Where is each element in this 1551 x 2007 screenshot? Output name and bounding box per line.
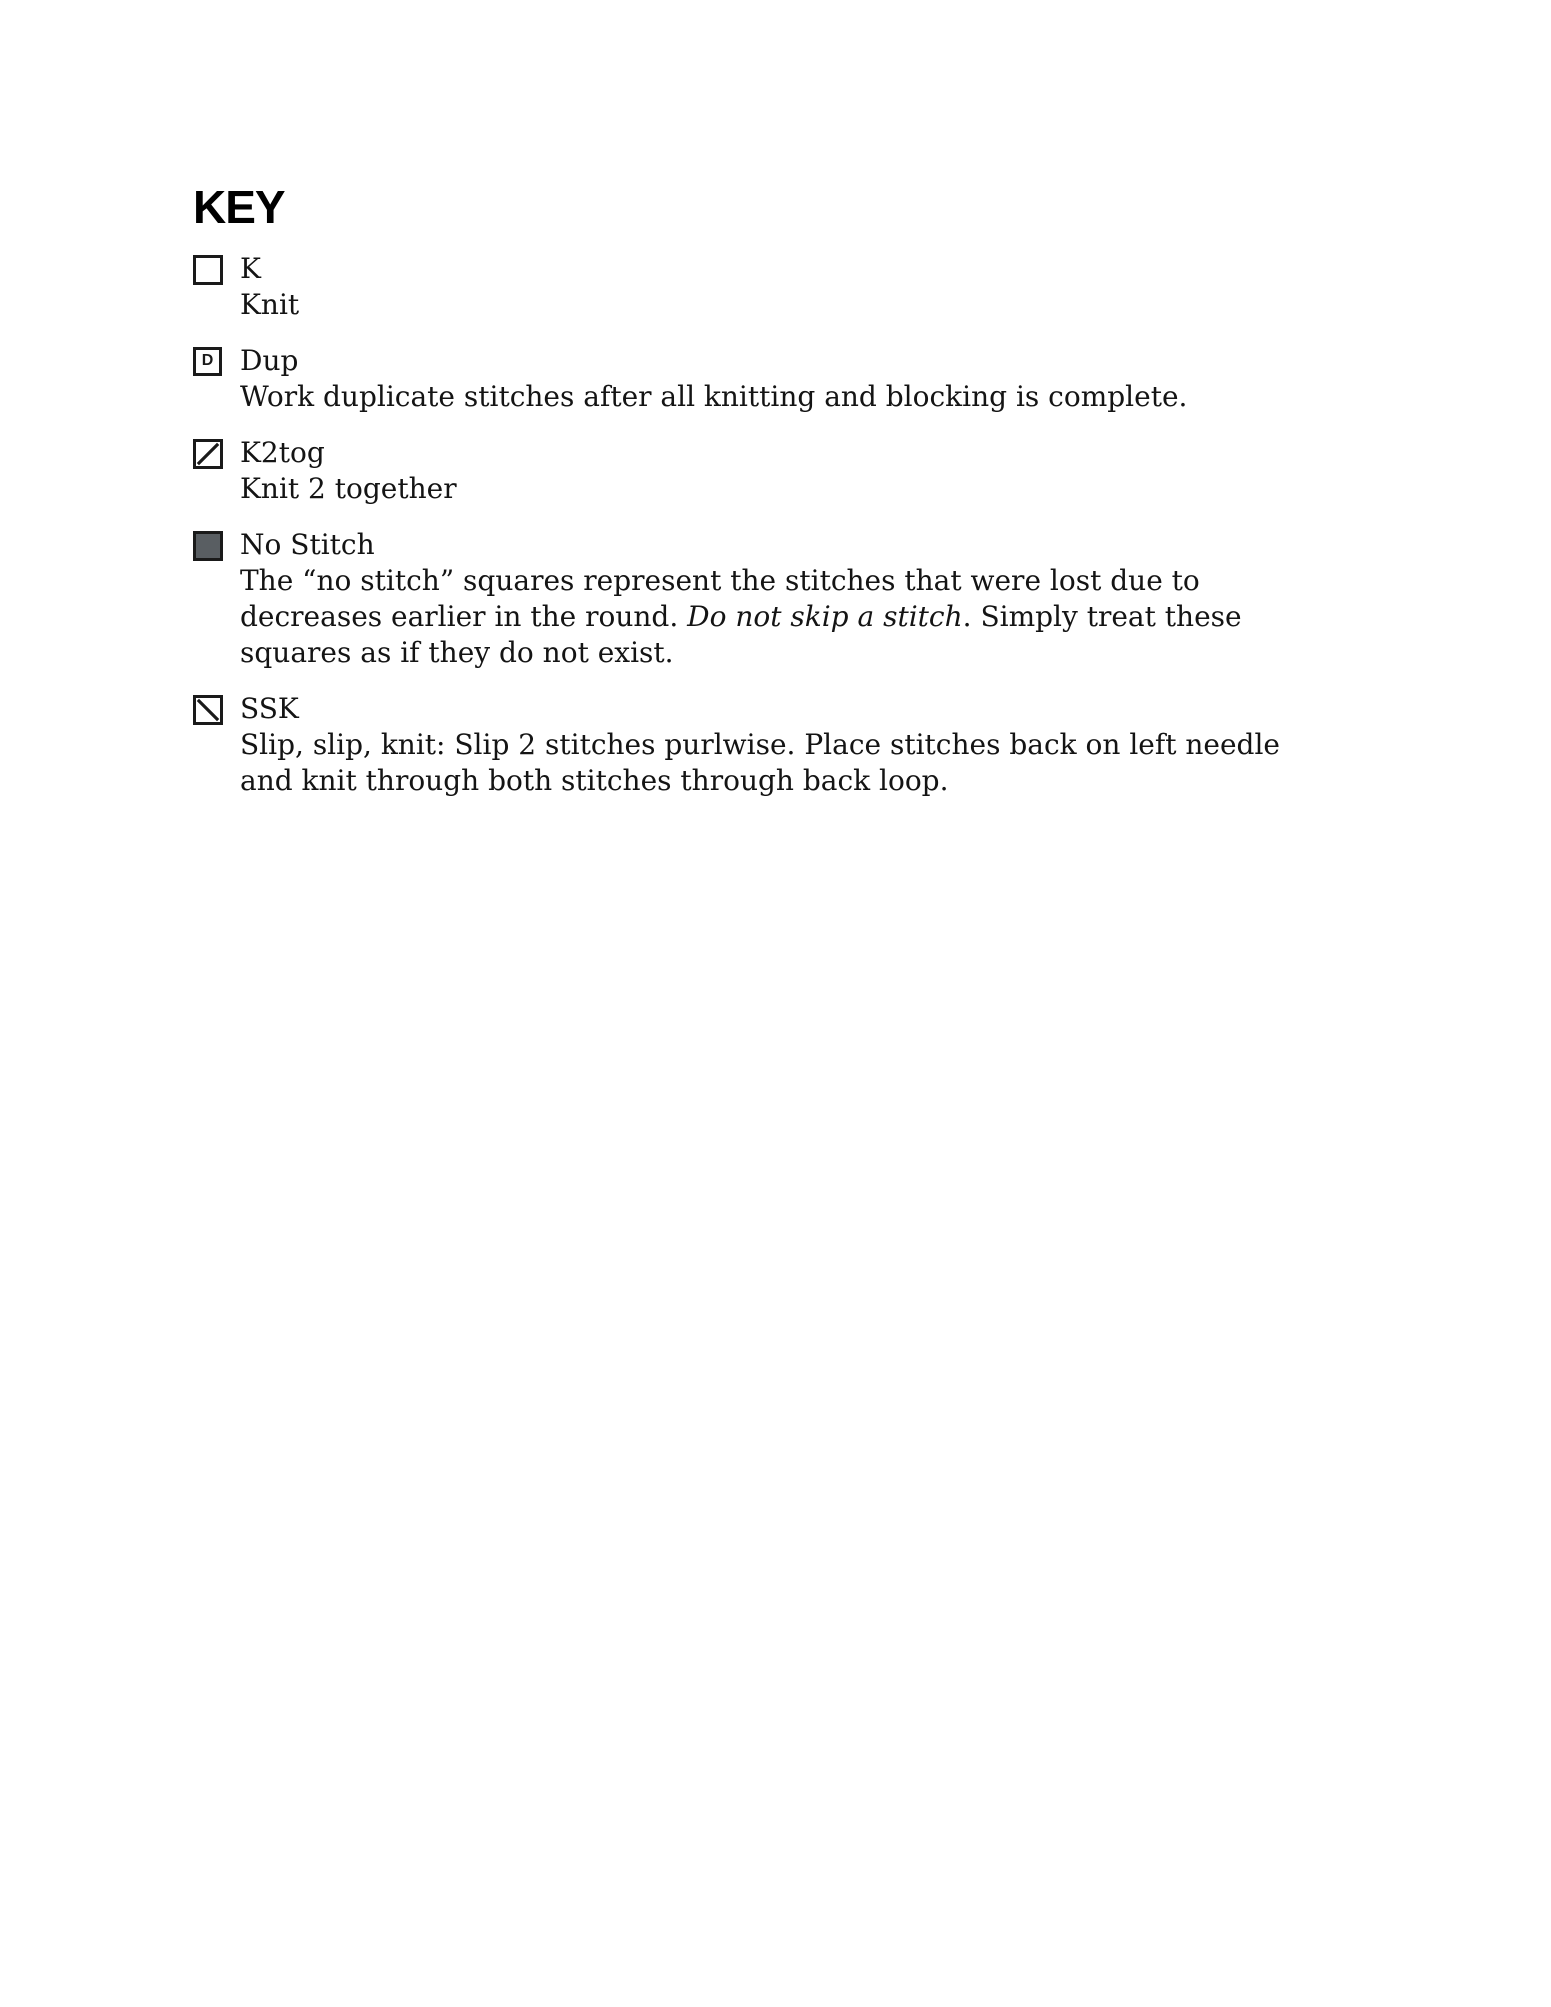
entry-text <box>240 691 1280 799</box>
symbol-letter: D <box>201 351 214 369</box>
key-section <box>193 183 1373 819</box>
k2tog-slash-square-icon <box>193 439 223 469</box>
entry-label: Dup <box>240 344 299 377</box>
no-stitch-filled-square-icon <box>193 531 223 561</box>
entry-description-line <box>240 599 1242 635</box>
entry-description-line <box>240 471 457 507</box>
description-segment: Knit 2 together <box>240 472 457 505</box>
entry-label: No Stitch <box>240 528 375 561</box>
key-entry-no-stitch <box>193 527 1373 671</box>
entry-description-line <box>240 379 1187 415</box>
description-segment: Slip, slip, knit: Slip 2 stitches purlwise. Place stitches back on left needle <box>240 728 1280 761</box>
description-segment: and knit through both stitches through back loop. <box>240 764 949 797</box>
key-entry-k2tog <box>193 435 1373 507</box>
key-entry-ssk <box>193 691 1373 799</box>
entry-text <box>240 251 299 323</box>
entry-description-line <box>240 727 1280 763</box>
key-entry-dup <box>193 343 1373 415</box>
key-title: KEY <box>193 181 285 233</box>
key-legend <box>193 251 1373 799</box>
entry-text <box>240 435 457 507</box>
description-segment: The “no stitch” squares represent the stitches that were lost due to <box>240 564 1200 597</box>
description-segment: Work duplicate stitches after all knitting and blocking is complete. <box>240 380 1188 413</box>
entry-text <box>240 527 1242 671</box>
entry-description-line <box>240 763 1280 799</box>
entry-text <box>240 343 1187 415</box>
description-segment: Do not skip a stitch <box>687 600 963 633</box>
entry-description-line <box>240 287 299 323</box>
description-segment: . Simply treat these <box>962 600 1242 633</box>
key-entry-k <box>193 251 1373 323</box>
symbol-cell <box>193 691 240 725</box>
description-segment: Knit <box>240 288 300 321</box>
description-segment: decreases earlier in the round. <box>240 600 688 633</box>
entry-description-line <box>240 635 1242 671</box>
entry-label: SSK <box>240 692 299 725</box>
knit-empty-square-icon <box>193 255 223 285</box>
symbol-cell <box>193 527 240 561</box>
symbol-cell <box>193 251 240 285</box>
entry-label: K2tog <box>240 436 325 469</box>
entry-label: K <box>240 252 261 285</box>
symbol-cell <box>193 435 240 469</box>
symbol-cell <box>193 343 240 376</box>
description-segment: squares as if they do not exist. <box>240 636 674 669</box>
ssk-backslash-square-icon <box>193 695 223 725</box>
duplicate-stitch-square-icon <box>193 347 222 376</box>
entry-description-line <box>240 563 1242 599</box>
